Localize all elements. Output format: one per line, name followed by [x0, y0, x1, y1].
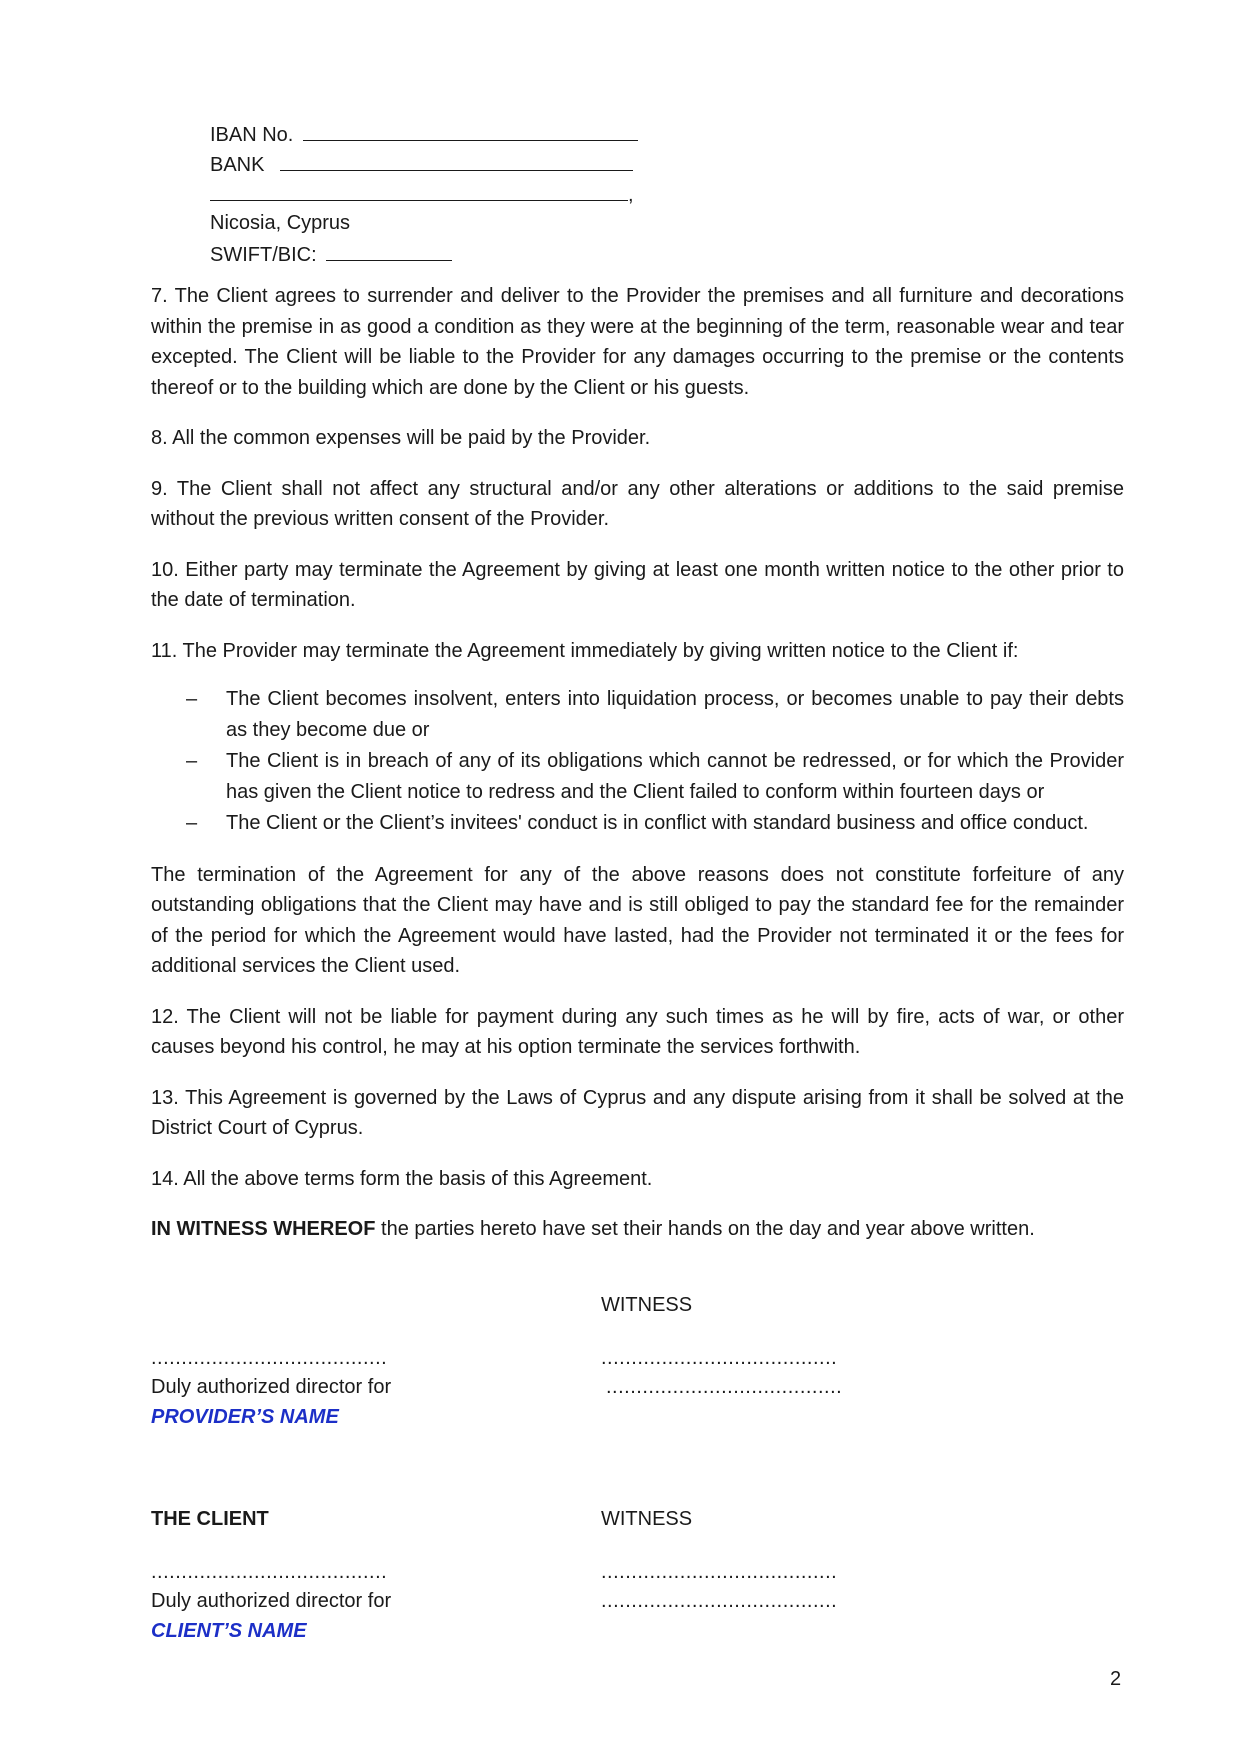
client-witness-label: WITNESS	[601, 1508, 693, 1530]
bank-address-row	[210, 178, 638, 208]
client-witness-dots-2: .......................................	[601, 1590, 838, 1612]
bank-blank-line	[280, 148, 633, 171]
bank-row	[210, 148, 638, 178]
clause-11: 11. The Provider may terminate the Agreement immediately by giving written notice to the Client if:	[151, 639, 1019, 662]
swift-row	[210, 238, 638, 268]
list-item	[186, 746, 1124, 807]
bank-label: BANK	[210, 154, 265, 176]
witness-clause-rest: the parties hereto have set their hands on the day and year above written.	[375, 1218, 1035, 1240]
client-authorized-label: Duly authorized director for	[151, 1590, 392, 1612]
bullet-text: The Client is in breach of any of its obligations which cannot be redressed, or for which the Provider has given the Client notice to redress and the Client failed to conform within fourteen days or	[226, 750, 1124, 803]
client-witness-dots-1: .......................................	[601, 1561, 838, 1583]
witness-clause-bold: IN WITNESS WHEREOF	[151, 1218, 376, 1240]
client-heading: THE CLIENT	[151, 1508, 269, 1530]
clause-7: 7. The Client agrees to surrender and deliver to the Provider the premises and all furniture and decorations within the premise in as good a condition as they were at the beginning of the term, reasonable wear and tear excepted. The Client will be liable to the Provider for any damages occurring to the premise or the contents thereof or to the building which are done by the Client or his guests.	[151, 285, 1124, 399]
clause-13: 13. This Agreement is governed by the Laws of Cyprus and any dispute arising from it shall be solved at the District Court of Cyprus.	[151, 1086, 1124, 1139]
client-signature-dots: .......................................	[151, 1561, 388, 1583]
provider-witness-dots-2: .......................................	[606, 1376, 843, 1398]
clause-9: 9. The Client shall not affect any structural and/or any other alterations or additions to the said premise without the previous written consent of the Provider.	[151, 477, 1124, 530]
clause-14: 14. All the above terms form the basis of this Agreement.	[151, 1167, 653, 1190]
bank-details	[210, 118, 638, 268]
clause-12: 12. The Client will not be liable for payment during any such times as he will by fire, acts of war, or other causes beyond his control, he may at his option terminate the services forthwith.	[151, 1005, 1124, 1058]
provider-authorized-label: Duly authorized director for	[151, 1376, 392, 1398]
provider-signature-dots: .......................................	[151, 1347, 388, 1369]
witness-clause	[151, 1214, 1124, 1245]
provider-witness-dots-1: .......................................	[601, 1347, 838, 1369]
bullet-dash: –	[186, 812, 198, 834]
list-item	[186, 684, 1124, 745]
swift-label: SWIFT/BIC:	[210, 244, 317, 266]
bullet-dash: –	[186, 688, 198, 710]
list-item	[186, 808, 1124, 839]
termination-note: The termination of the Agreement for any of the above reasons does not constitute forfeiture of any outstanding obligations that the Client may have and is still obliged to pay the standard fee for the remainder of the period for which the Agreement would have lasted, had the Provider not terminated it or the fees for additional services the Client used.	[151, 863, 1124, 977]
bank-address-comma: ,	[628, 184, 634, 206]
clause-10: 10. Either party may terminate the Agreement by giving at least one month written notice to the other prior to the date of termination.	[151, 558, 1124, 611]
iban-label: IBAN No.	[210, 124, 294, 146]
bullet-dash: –	[186, 750, 198, 772]
bullet-text: The Client or the Client’s invitees' conduct is in conflict with standard business and office conduct.	[226, 812, 1089, 834]
bank-address-blank-line	[210, 178, 628, 201]
bullet-text: The Client becomes insolvent, enters into liquidation process, or becomes unable to pay their debts as they become due or	[226, 688, 1124, 741]
iban-blank-line	[303, 118, 638, 141]
provider-name: PROVIDER’S NAME	[151, 1406, 339, 1428]
clauses-body	[151, 281, 1124, 1245]
swift-blank-line	[326, 238, 452, 261]
city-row: Nicosia, Cyprus	[210, 212, 351, 234]
clause-11-bullets	[151, 684, 1124, 839]
client-name: CLIENT’S NAME	[151, 1620, 307, 1642]
clause-8: 8. All the common expenses will be paid by the Provider.	[151, 427, 651, 449]
provider-witness-label: WITNESS	[601, 1294, 693, 1316]
iban-row	[210, 118, 638, 148]
page-number: 2	[1110, 1668, 1122, 1690]
